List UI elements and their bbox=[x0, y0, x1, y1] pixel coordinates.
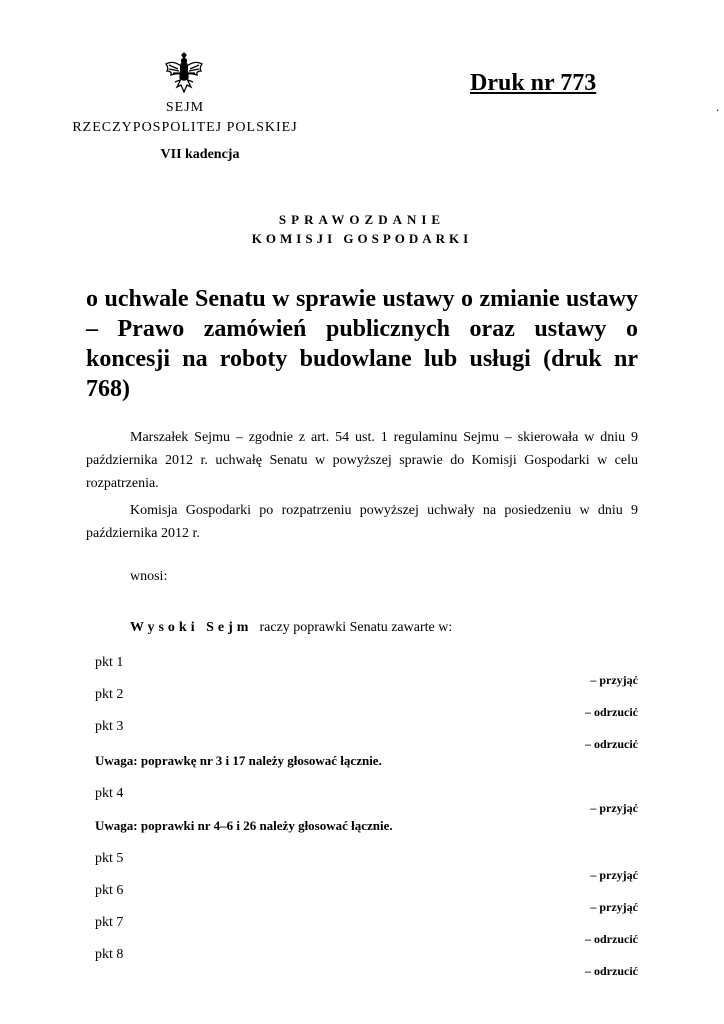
item-label: pkt 4 bbox=[95, 786, 124, 801]
committee-heading: KOMISJI GOSPODARKI bbox=[251, 231, 473, 246]
item-decision: – odrzucić bbox=[585, 737, 638, 751]
voting-note: Uwaga: poprawki nr 4–6 i 26 należy głosować łącznie. bbox=[95, 818, 393, 833]
motion-addressee: Wysoki Sejm bbox=[130, 620, 253, 635]
item-label: pkt 2 bbox=[95, 687, 124, 702]
document-title: o uchwale Senatu w sprawie ustawy o zmianie ustawy – Prawo zamówień publicznych oraz ustawy o koncesji na roboty budowlane lub usługi (druk nr 768) bbox=[86, 286, 638, 402]
voting-note: Uwaga: poprawkę nr 3 i 17 należy głosować łącznie. bbox=[95, 753, 382, 768]
report-heading: SPRAWOZDANIE bbox=[278, 212, 446, 227]
item-decision: – odrzucić bbox=[585, 932, 638, 946]
item-label: pkt 3 bbox=[95, 719, 124, 734]
item-label: pkt 8 bbox=[95, 947, 124, 962]
item-decision: – odrzucić bbox=[585, 964, 638, 978]
item-decision: – przyjąć bbox=[590, 900, 638, 914]
corner-mark: . bbox=[716, 100, 719, 114]
motion-text: raczy poprawki Senatu zawarte w: bbox=[259, 620, 453, 635]
item-label: pkt 7 bbox=[95, 915, 124, 930]
term-label: VII kadencja bbox=[160, 147, 240, 162]
item-label: pkt 1 bbox=[95, 655, 124, 670]
eagle-emblem-icon bbox=[163, 52, 205, 96]
item-decision: – przyjąć bbox=[590, 801, 638, 815]
item-decision: – odrzucić bbox=[585, 705, 638, 719]
item-decision: – przyjąć bbox=[590, 673, 638, 687]
motion-sentence bbox=[130, 620, 452, 636]
motion-label: wnosi: bbox=[130, 569, 168, 584]
item-label: pkt 5 bbox=[95, 851, 124, 866]
document-number: Druk nr 773 bbox=[470, 70, 597, 96]
item-decision: – przyjąć bbox=[590, 868, 638, 882]
item-label: pkt 6 bbox=[95, 883, 124, 898]
institution-name: SEJM bbox=[165, 100, 205, 115]
paragraph-consideration: Komisja Gospodarki po rozpatrzeniu powyższej uchwały na posiedzeniu w dniu 9 października 2012 r. bbox=[86, 503, 638, 541]
paragraph-referral: Marszałek Sejmu – zgodnie z art. 54 ust. 1 regulaminu Sejmu – skierowała w dniu 9 października 2012 r. uchwałę Senatu w powyższej sprawie do Komisji Gospodarki w celu rozpatrzenia. bbox=[86, 430, 638, 491]
institution-country: RZECZYPOSPOLITEJ POLSKIEJ bbox=[72, 120, 298, 135]
